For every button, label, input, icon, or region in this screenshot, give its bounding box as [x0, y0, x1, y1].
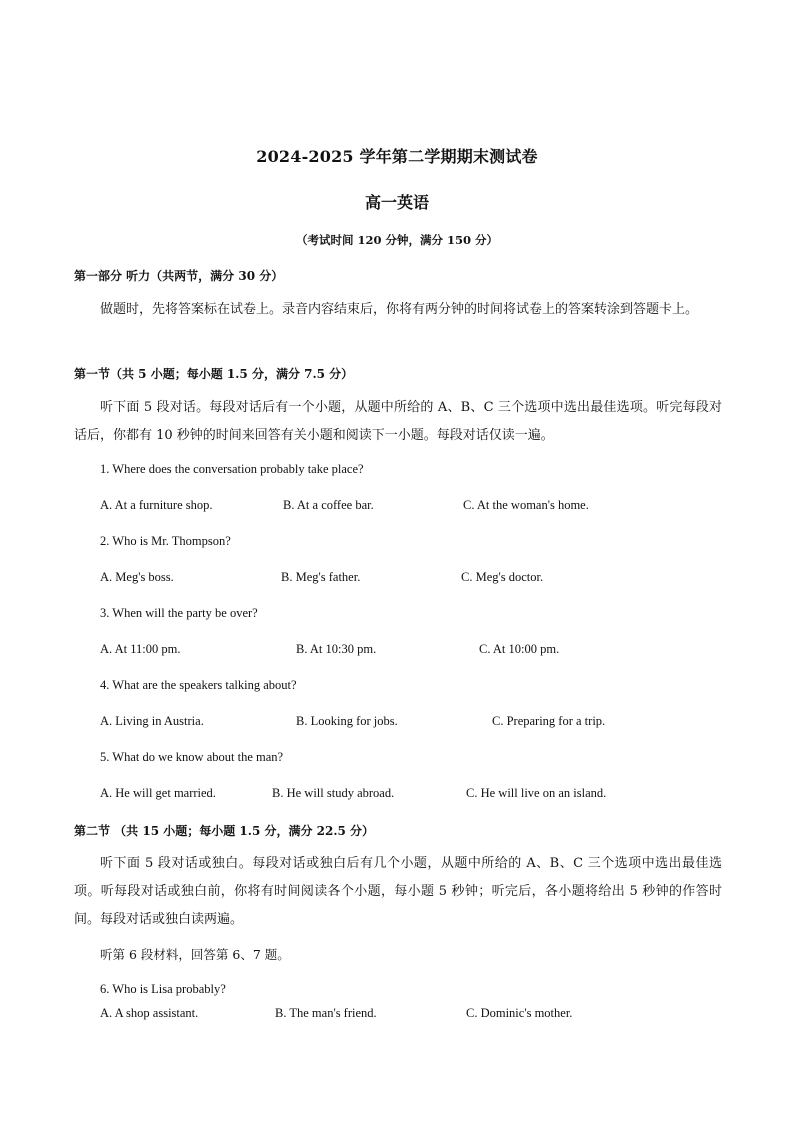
question-6-option-a: A. A shop assistant.: [100, 1006, 199, 1020]
question-1-option-a: A. At a furniture shop.: [100, 498, 213, 512]
question-3-option-c: C. At 10:00 pm.: [479, 642, 560, 656]
question-3-stem: 3. When will the party be over?: [100, 606, 258, 620]
section2-heading: 第二节 （共 15 小题；每小题 1.5 分，满分 22.5 分）: [74, 824, 375, 838]
question-6-option-b: B. The man's friend.: [275, 1006, 377, 1020]
question-6-option-c: C. Dominic's mother.: [466, 1006, 573, 1020]
question-5-option-c: C. He will live on an island.: [466, 786, 607, 800]
part1-heading: 第一部分 听力（共两节，满分 30 分）: [74, 269, 284, 283]
part1-instruction: 做题时，先将答案标在试卷上。录音内容结束后，你将有两分钟的时间将试卷上的答案转涂到答题卡上。: [100, 302, 699, 317]
section2-instruction: 听下面 5 段对话或独白。每段对话或独白后有几个小题，从题中所给的 A、B、C 三个选项中选出最佳选项。听每段对话或独白前，你将有时间阅读各个小题，每小题 5 秒钟；听完后，各小题将给出 5 秒钟的作答时间。每段对话或独白读两遍。: [74, 856, 722, 927]
question-2-option-c: C. Meg's doctor.: [461, 570, 544, 584]
question-6-stem: 6. Who is Lisa probably?: [100, 982, 226, 996]
question-5-option-b: B. He will study abroad.: [272, 786, 395, 800]
question-1-option-b: B. At a coffee bar.: [283, 498, 374, 512]
question-5-option-a: A. He will get married.: [100, 786, 216, 800]
material-note: 听第 6 段材料，回答第 6、7 题。: [100, 947, 290, 962]
section1-heading: 第一节（共 5 小题；每小题 1.5 分，满分 7.5 分）: [74, 367, 354, 381]
question-2-option-b: B. Meg's father.: [281, 570, 361, 584]
question-4-stem: 4. What are the speakers talking about?: [100, 678, 297, 692]
question-5-stem: 5. What do we know about the man?: [100, 750, 284, 764]
question-1-stem: 1. Where does the conversation probably take place?: [100, 462, 364, 476]
question-4-option-a: A. Living in Austria.: [100, 714, 204, 728]
question-1-option-c: C. At the woman's home.: [463, 498, 589, 512]
exam-subject: 高一英语: [364, 193, 429, 212]
section1-instruction: 听下面 5 段对话。每段对话后有一个小题，从题中所给的 A、B、C 三个选项中选出最佳选项。听完每段对话后，你都有 10 秒钟的时间来回答有关小题和阅读下一小题。每段对话仅读一遍。: [74, 400, 722, 443]
question-2-stem: 2. Who is Mr. Thompson?: [100, 534, 231, 548]
question-4-option-c: C. Preparing for a trip.: [492, 714, 606, 728]
exam-title: 2024-2025 学年第二学期期末测试卷: [256, 147, 538, 166]
question-4-option-b: B. Looking for jobs.: [296, 714, 398, 728]
question-3-option-b: B. At 10:30 pm.: [296, 642, 377, 656]
question-2-option-a: A. Meg's boss.: [100, 570, 174, 584]
question-3-option-a: A. At 11:00 pm.: [100, 642, 181, 656]
exam-time-note: （考试时间 120 分钟，满分 150 分）: [295, 233, 499, 247]
